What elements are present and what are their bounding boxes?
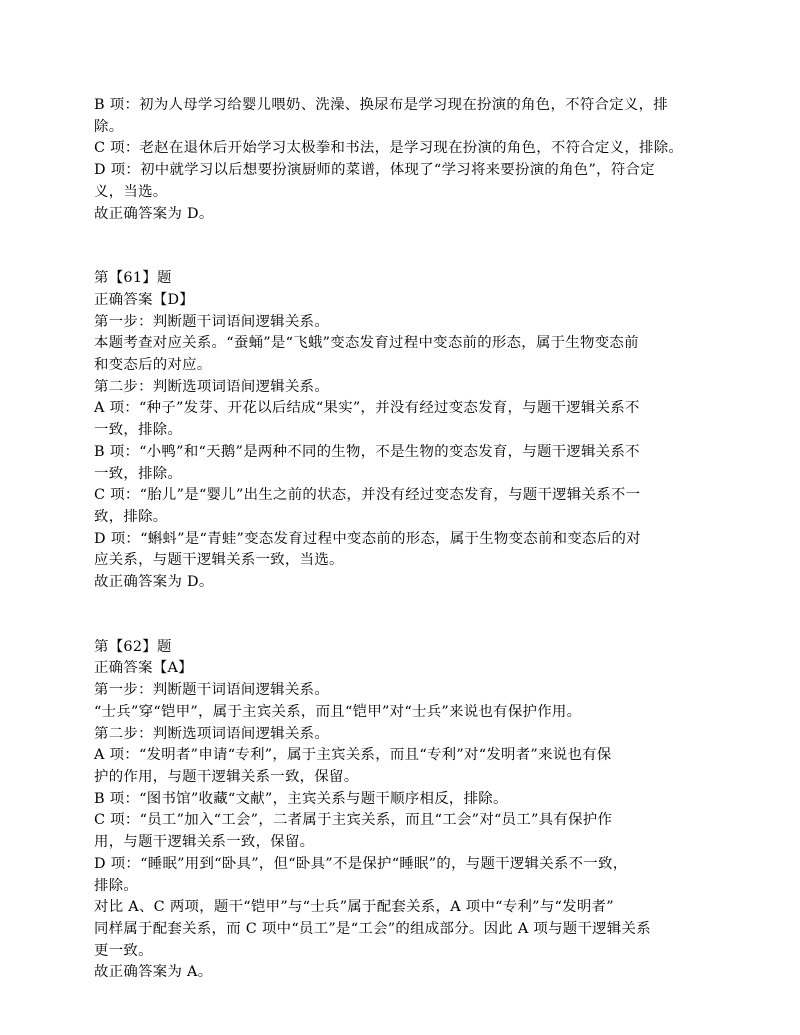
- text-line: 护的作用，与题干逻辑关系一致，保留。: [94, 768, 359, 785]
- section-spacer: [94, 225, 724, 268]
- text-line: C 项：老赵在退休后开始学习太极拳和书法，是学习现在扮演的角色，不符合定义，排除。: [94, 140, 684, 157]
- answer-line: 故正确答案为 A。: [94, 964, 213, 981]
- text-line: 除。: [94, 118, 124, 135]
- text-line: 第二步：判断选项词语间逻辑关系。: [94, 378, 330, 395]
- text-line: 本题考查对应关系。“蚕蛹”是“飞蛾”变态发育过程中变态前的形态，属于生物变态前: [94, 335, 639, 352]
- correct-answer: 正确答案【D】: [94, 291, 194, 308]
- question-61-section: [94, 268, 724, 594]
- text-line: 更一致。: [94, 942, 153, 959]
- text-line: 第一步：判断题干词语间逻辑关系。: [94, 682, 330, 699]
- text-line: C 项：“胎儿”是“婴儿”出生之前的状态，并没有经过变态发育，与题干逻辑关系不一: [94, 487, 641, 504]
- question-title: 第【61】题: [94, 270, 172, 287]
- text-line: 用，与题干逻辑关系一致，保留。: [94, 834, 315, 851]
- text-line: “士兵”穿“铠甲”，属于主宾关系，而且“铠甲”对“士兵”来说也有保护作用。: [94, 703, 582, 720]
- text-line: 一致，排除。: [94, 465, 183, 482]
- text-line: 同样属于配套关系，而 C 项中“员工”是“工会”的组成部分。因此 A 项与题干逻辑关系: [94, 920, 651, 937]
- text-line: A 项：“种子”发芽、开花以后结成“果实”，并没有经过变态发育，与题干逻辑关系不: [94, 400, 640, 417]
- document-page: [94, 95, 724, 984]
- text-line: C 项：“员工”加入“工会”，二者属于主宾关系，而且“工会”对“员工”具有保护作: [94, 812, 613, 829]
- text-line: D 项：“蝌蚪”是“青蛙”变态发育过程中变态前的形态，属于生物变态前和变态后的对: [94, 530, 641, 547]
- text-line: D 项：初中就学习以后想要扮演厨师的菜谱，体现了“学习将来要扮演的角色”，符合定: [94, 162, 655, 179]
- text-line: 和变态后的对应。: [94, 357, 212, 374]
- text-line: 义，当选。: [94, 183, 168, 200]
- text-line: 应关系，与题干逻辑关系一致，当选。: [94, 552, 344, 569]
- answer-line: 故正确答案为 D。: [94, 574, 214, 591]
- text-line: B 项：“图书馆”收藏“文献”，主宾关系与题干顺序相反，排除。: [94, 790, 508, 807]
- answer-line: 故正确答案为 D。: [94, 205, 214, 222]
- text-line: 排除。: [94, 877, 139, 894]
- text-line: B 项：“小鸭”和“天鹅”是两种不同的生物，不是生物的变态发育，与题干逻辑关系不: [94, 443, 640, 460]
- text-line: 对比 A、C 两项，题干“铠甲”与“士兵”属于配套关系，A 项中“专利”与“发明者”: [94, 899, 614, 916]
- correct-answer: 正确答案【A】: [94, 660, 193, 677]
- text-line: A 项：“发明者”申请“专利”，属于主宾关系，而且“专利”对“发明者”来说也有保: [94, 747, 612, 764]
- section-spacer: [94, 594, 724, 637]
- text-line: 第二步：判断选项词语间逻辑关系。: [94, 725, 330, 742]
- text-line: D 项：“睡眠”用到“卧具”，但“卧具”不是保护“睡眠”的，与题干逻辑关系不一致，: [94, 855, 628, 872]
- text-line: 致，排除。: [94, 508, 168, 525]
- question-title: 第【62】题: [94, 638, 172, 655]
- text-line: 第一步：判断题干词语间逻辑关系。: [94, 313, 330, 330]
- text-line: B 项：初为人母学习给婴儿喂奶、洗澡、换尿布是学习现在扮演的角色，不符合定义，排: [94, 97, 668, 113]
- intro-section: [94, 95, 724, 225]
- text-line: 一致，排除。: [94, 422, 183, 439]
- question-62-section: [94, 637, 724, 984]
